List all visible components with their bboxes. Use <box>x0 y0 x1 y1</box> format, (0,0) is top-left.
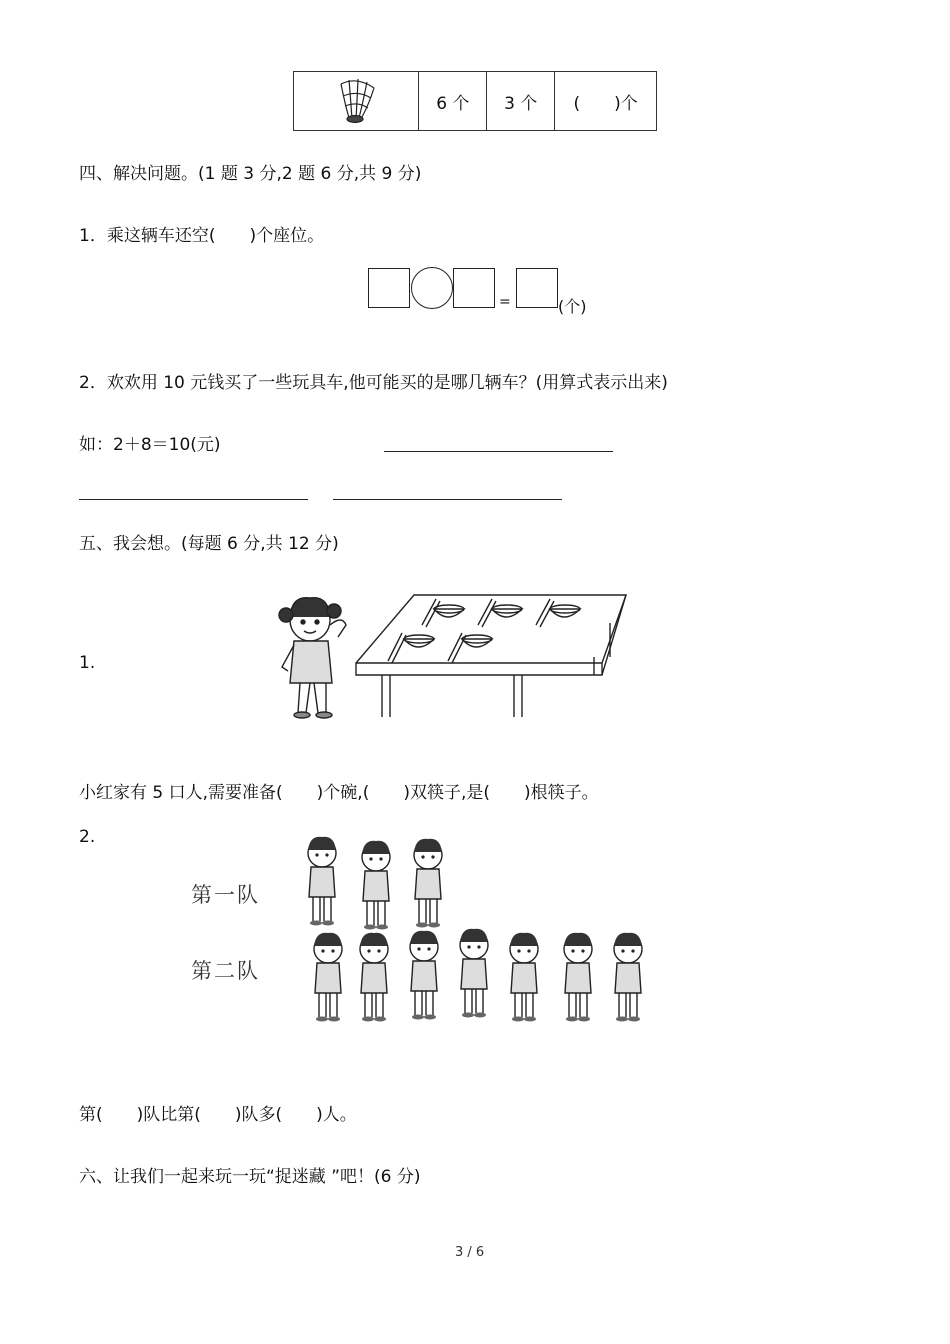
section4-q1: 1．乘这辆车还空( )个座位。 <box>79 226 325 246</box>
question-number: 1. <box>79 653 96 673</box>
girl-table-illustration <box>272 585 632 720</box>
table-cell: 3 个 <box>487 72 555 131</box>
team1-label: 第一队 <box>191 883 260 907</box>
table-cell-answer: ( )个 <box>555 72 657 131</box>
table-row <box>294 72 657 131</box>
shuttlecock-cell <box>294 72 419 131</box>
team1-child <box>414 839 442 928</box>
answer-box[interactable] <box>453 268 495 308</box>
section4-heading: 四、解决问题。(1 题 3 分,2 题 6 分,共 9 分) <box>79 164 422 184</box>
question-number: 2. <box>79 827 96 847</box>
team1-child <box>362 841 390 930</box>
shuttlecock-icon <box>331 74 381 124</box>
team2-child <box>564 933 592 1022</box>
team2-child <box>410 931 438 1020</box>
answer-box[interactable] <box>368 268 410 308</box>
teams-illustration <box>296 833 652 1028</box>
team2-child <box>360 933 388 1022</box>
team1-child <box>308 837 336 926</box>
operator-circle[interactable] <box>411 267 453 309</box>
team2-child <box>314 933 342 1022</box>
equals-sign: = <box>499 294 511 310</box>
answer-line[interactable] <box>333 499 562 500</box>
team2-child <box>460 929 488 1018</box>
item-table <box>293 71 657 131</box>
result-box[interactable] <box>516 268 558 308</box>
team2-child <box>614 933 642 1022</box>
section5-q1: 小红家有 5 口人,需要准备( )个碗,( )双筷子,是( )根筷子。 <box>79 783 599 803</box>
team2-child <box>510 933 538 1022</box>
section4-q2: 2．欢欢用 10 元钱买了一些玩具车,他可能买的是哪几辆车？(用算式表示出来) <box>79 373 668 393</box>
table-cell: 6 个 <box>419 72 487 131</box>
unit-label: (个) <box>558 297 587 316</box>
example-equation: 如：2＋8＝10(元) <box>79 435 221 455</box>
answer-line[interactable] <box>384 451 613 452</box>
page-number: 3 / 6 <box>455 1245 485 1260</box>
section5-q2: 第( )队比第( )队多( )人。 <box>79 1105 357 1125</box>
answer-line[interactable] <box>79 499 308 500</box>
section6-heading: 六、让我们一起来玩一玩“捉迷藏 ”吧！(6 分) <box>79 1167 421 1187</box>
team2-label: 第二队 <box>191 959 260 983</box>
section5-heading: 五、我会想。(每题 6 分,共 12 分) <box>79 534 339 554</box>
